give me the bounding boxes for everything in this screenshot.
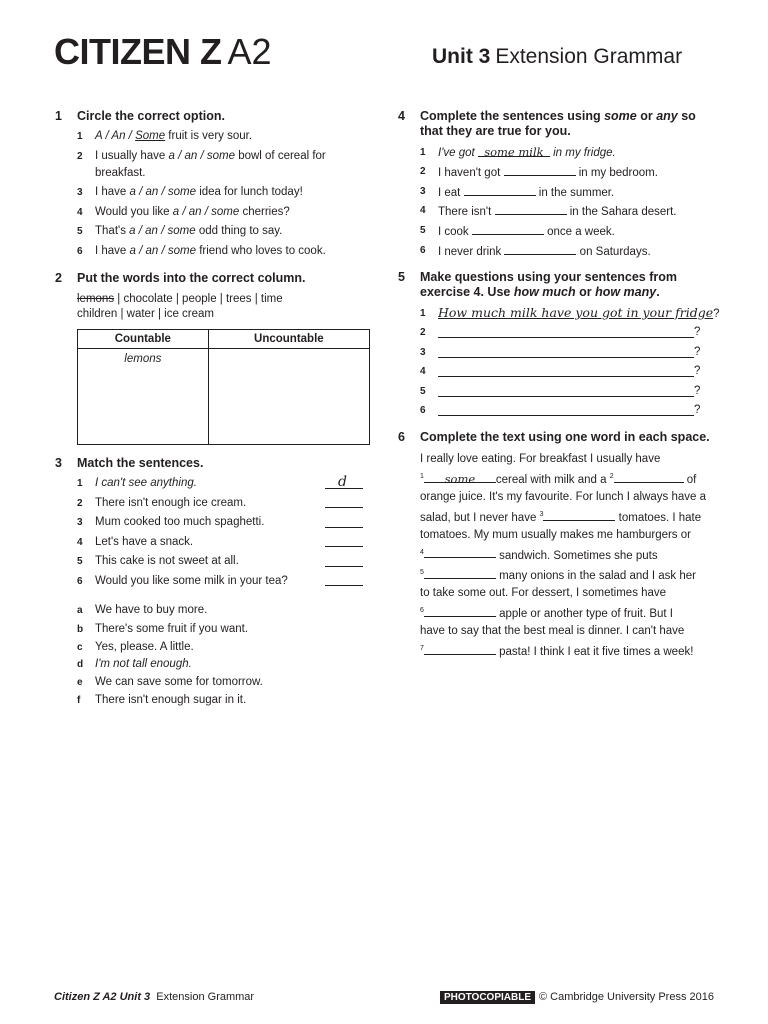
q1-item-4 (77, 205, 290, 219)
item-number: 2 (77, 498, 83, 509)
item-number: 5 (77, 226, 83, 237)
item-number: 2 (77, 151, 83, 162)
q1-item-2 (77, 149, 326, 163)
answer-blank[interactable] (478, 145, 550, 157)
q5-how-much: how much (513, 285, 576, 299)
question-mark-2: ? (694, 326, 701, 338)
answer-text: There's some fruit if you want. (95, 623, 249, 635)
gap-fill-text (420, 451, 716, 661)
sentence-start: That's (95, 225, 130, 237)
footer-book: Citizen Z A2 Unit 3 (54, 991, 151, 1003)
sentence-text: There isn't enough ice cream. (95, 497, 247, 509)
item-number: 4 (77, 207, 83, 218)
answer-blank[interactable] (504, 164, 576, 176)
q3-answer-c (77, 640, 194, 654)
q5-how-many: how many (595, 285, 657, 299)
unit-section: Extension Grammar (495, 45, 683, 68)
text: of (683, 473, 697, 486)
question-line-5[interactable] (438, 396, 694, 397)
question-mark-4: ? (694, 365, 701, 377)
q4-title-c: that they are true for you. (420, 124, 571, 138)
q3-heading (55, 456, 204, 471)
q5-heading (398, 270, 678, 300)
q4-any: any (656, 109, 678, 123)
sentence-rest: bowl of cereal for (235, 150, 326, 162)
sentence-rest: in the summer. (535, 187, 615, 199)
item-number: 2 (420, 166, 426, 177)
gap-number: 3 (539, 510, 544, 518)
gap-7[interactable] (424, 643, 496, 655)
sentence-start: I usually have (95, 150, 169, 162)
question-mark: ? (713, 308, 720, 320)
answer-text: Yes, please. A little. (95, 641, 194, 653)
footer-right (440, 991, 714, 1003)
question-line-2[interactable] (438, 337, 694, 338)
answer-text: We have to buy more. (95, 604, 208, 616)
match-answer-3[interactable] (325, 527, 363, 528)
q3-number: 3 (55, 456, 62, 470)
sentence-rest: fruit is very sour. (165, 130, 253, 142)
question-line-6[interactable] (438, 415, 694, 416)
answer-letter: b (77, 624, 84, 635)
unit-title (432, 44, 682, 70)
item-number: 6 (77, 246, 83, 257)
item-number: 3 (420, 186, 426, 197)
sentence-start: I've got (438, 147, 478, 159)
gap-2[interactable] (614, 471, 684, 483)
q3-answer-f (77, 693, 247, 707)
item-number: 1 (77, 131, 83, 142)
sentence-start: There isn't (438, 206, 495, 218)
question-mark-6: ? (694, 404, 701, 416)
example-question: How much milk have you got in your fridge (438, 305, 714, 320)
answer-text: We can save some for tomorrow. (95, 676, 263, 688)
sentence-start: I haven't got (438, 167, 504, 179)
example-word: lemons (124, 353, 162, 365)
text: salad, but I never have (420, 511, 540, 524)
q5-or: or (575, 285, 596, 299)
item-number: 5 (420, 225, 426, 236)
item-number: 1 (420, 308, 426, 319)
answer-letter: c (77, 642, 83, 653)
q4-or: or (636, 109, 657, 123)
sentence-text: Let's have a snack. (95, 536, 194, 548)
option-text: A / An / (95, 130, 136, 142)
sentence-start: I have (95, 245, 130, 257)
text: many onions in the salad and I ask her (495, 570, 696, 583)
sentence-rest: in the Sahara desert. (566, 206, 677, 218)
q4-item-3 (420, 184, 615, 200)
text: pasta! I think I eat it five times a week! (495, 645, 694, 658)
sentence-text: I can't see anything. (95, 477, 197, 489)
photocopiable-badge: PHOTOCOPIABLE (440, 991, 535, 1004)
gap-number: 4 (420, 548, 424, 556)
text: orange juice. It's my favourite. For lunch I always have a (420, 490, 706, 503)
item-number: 3 (420, 347, 426, 358)
option-text[interactable]: a / an / some (129, 225, 196, 237)
sentence-rest: in my bedroom. (575, 167, 658, 179)
q4-item-6 (420, 243, 651, 259)
q4-number: 4 (398, 109, 405, 123)
q3-answer-b (77, 622, 249, 636)
option-text[interactable]: a / an / some (129, 245, 197, 257)
text: cereal with milk and a (495, 473, 610, 486)
question-line-3[interactable] (438, 357, 694, 358)
gap-6[interactable] (424, 605, 496, 617)
filled-answer: some (444, 471, 476, 486)
countable-cell[interactable] (78, 349, 209, 445)
match-answer-1-text: d (338, 474, 347, 490)
sentence-rest: on Saturdays. (576, 246, 651, 258)
q2-title: Put the words into the correct column. (77, 271, 306, 285)
q4-title-a: Complete the sentences using (420, 109, 605, 123)
q6-title: Complete the text using one word in each space. (420, 430, 710, 444)
word-bank-line-2 (77, 307, 214, 322)
text: I really love eating. For breakfast I usually have (420, 453, 661, 465)
countable-uncountable-table (77, 329, 370, 445)
q1-item-6 (77, 244, 326, 258)
sentence-rest: once a week. (543, 226, 615, 238)
option-text[interactable]: a / an / some (168, 150, 235, 162)
q4-item-2 (420, 164, 658, 180)
answer-letter: f (77, 695, 81, 706)
match-answer-6[interactable] (325, 585, 363, 586)
item-number: 5 (420, 386, 426, 397)
q3-answer-e (77, 675, 263, 689)
question-mark-3: ? (694, 346, 701, 358)
q5-dot: . (656, 285, 660, 299)
item-number: 3 (77, 187, 83, 198)
sentence-rest: in my fridge. (549, 147, 616, 159)
q1-title: Circle the correct option. (77, 109, 225, 123)
item-number: 6 (420, 405, 426, 416)
q5-title-b: exercise 4. Use (420, 285, 514, 299)
q1-item-5 (77, 224, 283, 238)
gap-5[interactable] (424, 567, 496, 579)
answer-blank[interactable] (464, 184, 536, 196)
q3-sentence-3 (77, 515, 265, 529)
q1-number: 1 (55, 109, 62, 123)
q4-heading (398, 109, 696, 139)
q6-number: 6 (398, 430, 405, 444)
q3-answer-a (77, 603, 208, 617)
sentence-text: Mum cooked too much spaghetti. (95, 516, 265, 528)
q5-number: 5 (398, 270, 405, 284)
question-line-4[interactable] (438, 376, 694, 377)
sentence-start: I eat (438, 187, 464, 199)
answer-letter: a (77, 605, 83, 616)
q4-title-b: so (677, 109, 696, 123)
uncountable-header: Uncountable (208, 330, 369, 349)
item-number: 2 (420, 327, 426, 338)
answer-blank[interactable] (495, 203, 567, 215)
item-number: 6 (420, 245, 426, 256)
q1-heading (55, 109, 225, 124)
gap-number: 5 (420, 569, 424, 577)
q2-number: 2 (55, 271, 62, 285)
text: apple or another type of fruit. But I (495, 608, 673, 621)
sentence-rest: odd thing to say. (195, 225, 283, 237)
sentence-start: I cook (438, 226, 472, 238)
q3-sentence-1 (77, 476, 197, 490)
sentence-start: I have (95, 186, 130, 198)
unit-number: Unit 3 (432, 45, 491, 68)
answer-text: I'm not tall enough. (95, 658, 192, 670)
answer-text: There isn't enough sugar in it. (95, 694, 247, 706)
item-number: 6 (77, 576, 83, 587)
q3-sentence-6 (77, 574, 288, 588)
circled-option: Some (135, 130, 166, 142)
item-number: 1 (77, 478, 83, 489)
word-bank-line-1 (77, 292, 283, 307)
q2-heading (55, 271, 306, 286)
answer-letter: d (77, 659, 84, 670)
q3-title: Match the sentences. (77, 456, 204, 470)
brand-level: A2 (227, 31, 272, 72)
brand-title (54, 32, 272, 72)
q4-item-5 (420, 223, 615, 239)
gap-3[interactable] (543, 509, 615, 521)
q1-item-3 (77, 185, 303, 199)
item-number: 4 (77, 537, 83, 548)
sentence-rest: cherries? (239, 206, 290, 218)
copyright-text: © Cambridge University Press 2016 (538, 991, 714, 1003)
sentence-text: This cake is not sweet at all. (95, 555, 239, 567)
q4-some: some (604, 109, 637, 123)
answer-letter: e (77, 677, 83, 688)
gap-number: 2 (609, 473, 614, 480)
word-bank-words: children | water | ice cream (77, 308, 214, 320)
text: tomatoes. I hate (615, 511, 702, 524)
q5-example (420, 305, 720, 321)
q4-item-1 (420, 145, 616, 160)
answer-blank[interactable] (472, 223, 544, 235)
struck-word: lemons (77, 293, 115, 305)
q5-title-a: Make questions using your sentences from (420, 270, 678, 284)
gap-number: 7 (420, 645, 424, 653)
sentence-text: Would you like some milk in your tea? (95, 575, 288, 587)
q3-answer-d (77, 657, 192, 671)
gap-4[interactable] (424, 546, 496, 558)
text: sandwich. Sometimes she puts (495, 549, 658, 562)
sentence-continuation: breakfast. (95, 167, 146, 179)
q1-item-2-cont (95, 166, 146, 180)
text: tomatoes. My mum usually makes me hamburgers or (420, 528, 691, 541)
gap-1[interactable] (424, 471, 496, 486)
text: have to say that the best meal is dinner. I can't have (420, 625, 685, 638)
item-number: 5 (77, 556, 83, 567)
answer-blank[interactable] (504, 243, 576, 255)
item-number: 3 (77, 517, 83, 528)
q4-item-4 (420, 203, 677, 219)
option-text[interactable]: a / an / some (172, 206, 240, 218)
filled-answer: some milk (484, 145, 544, 159)
gap-number: 6 (420, 607, 424, 615)
footer-section: Extension Grammar (156, 991, 255, 1003)
q3-sentence-2 (77, 496, 247, 510)
text: to take some out. For dessert, I sometimes have (420, 587, 667, 600)
sentence-start: Would you like (95, 206, 173, 218)
q1-item-1 (77, 129, 253, 143)
match-answer-5[interactable] (325, 566, 363, 567)
q3-sentence-5 (77, 554, 239, 568)
q6-heading (398, 430, 710, 445)
brand-name: CITIZEN Z (54, 31, 222, 72)
question-mark-5: ? (694, 385, 701, 397)
sentence-start: I never drink (438, 246, 505, 258)
match-answer-2[interactable] (325, 507, 363, 508)
item-number: 4 (420, 366, 426, 377)
footer-left (54, 991, 254, 1003)
item-number: 1 (420, 147, 426, 158)
q3-sentence-4 (77, 535, 194, 549)
countable-header: Countable (78, 330, 209, 349)
match-answer-4[interactable] (325, 546, 363, 547)
item-number: 4 (420, 205, 426, 216)
option-text[interactable]: a / an / some (129, 186, 197, 198)
sentence-rest: idea for lunch today! (196, 186, 303, 198)
uncountable-cell[interactable] (208, 349, 369, 445)
sentence-rest: friend who loves to cook. (196, 245, 326, 257)
word-bank-words: | chocolate | people | trees | time (114, 293, 283, 305)
gap-number: 1 (420, 473, 424, 480)
